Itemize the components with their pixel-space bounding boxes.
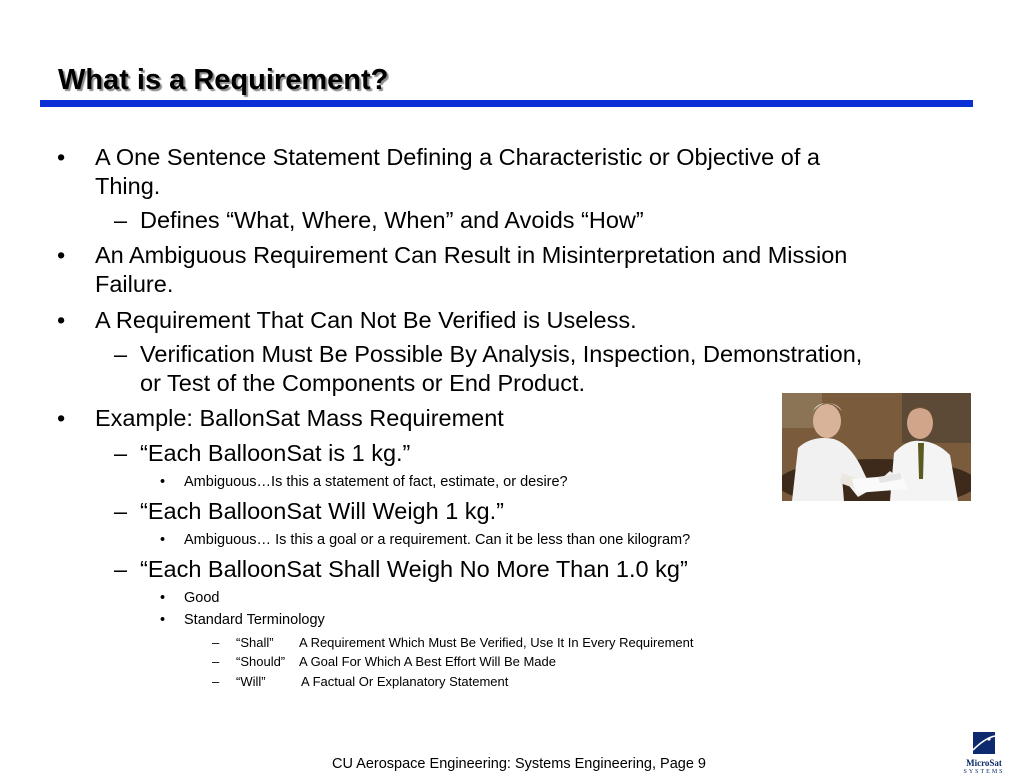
microsat-logo xyxy=(955,730,1013,778)
term-should-word: “Should” xyxy=(236,654,286,669)
bullet-marker: • xyxy=(160,532,166,548)
bullet-1-line-1: A One Sentence Statement Defining a Characteristic or Objective of a xyxy=(95,144,820,170)
bullet-4-line-1: Example: BallonSat Mass Requirement xyxy=(95,405,504,431)
bullet-marker: • xyxy=(57,405,66,431)
example-3-note-good: Good xyxy=(184,590,220,606)
dash-marker: – xyxy=(212,674,220,689)
example-1: “Each BalloonSat is 1 kg.” xyxy=(140,440,411,466)
meeting-photo xyxy=(782,393,971,501)
term-will-definition: A Factual Or Explanatory Statement xyxy=(301,674,509,689)
example-2: “Each BalloonSat Will Weigh 1 kg.” xyxy=(140,498,504,524)
term-should-definition: A Goal For Which A Best Effort Will Be Made xyxy=(299,654,556,669)
bullet-marker: • xyxy=(57,242,66,268)
title-underline xyxy=(40,100,973,107)
dash-marker: – xyxy=(114,341,128,367)
term-shall-word: “Shall” xyxy=(236,635,274,650)
microsat-emblem xyxy=(955,730,1013,758)
example-2-note: Ambiguous… Is this a goal or a requirement. Can it be less than one kilogram? xyxy=(184,532,691,548)
bullet-marker: • xyxy=(160,590,166,606)
dash-marker: – xyxy=(114,556,128,582)
bullet-marker: • xyxy=(160,474,166,490)
example-3: “Each BalloonSat Shall Weigh No More Than 1.0 kg” xyxy=(140,556,688,582)
logo-wordmark: MicroSat xyxy=(966,758,1002,768)
bullet-marker: • xyxy=(57,307,66,333)
logo-subtitle: SYSTEMS xyxy=(963,769,1005,775)
bullet-3-sub-1-line-2: or Test of the Components or End Product. xyxy=(140,370,586,396)
slide-title: What is a Requirement? xyxy=(58,64,389,96)
example-3-note-terminology: Standard Terminology xyxy=(184,612,325,628)
dash-marker: – xyxy=(114,440,128,466)
term-shall-definition: A Requirement Which Must Be Verified, Use It In Every Requirement xyxy=(299,635,694,650)
dash-marker: – xyxy=(212,654,220,669)
example-1-note: Ambiguous…Is this a statement of fact, estimate, or desire? xyxy=(184,474,568,490)
bullet-3-sub-1-line-1: Verification Must Be Possible By Analysis, Inspection, Demonstration, xyxy=(140,341,863,367)
term-will-word: “Will” xyxy=(236,674,266,689)
bullet-2-line-1: An Ambiguous Requirement Can Result in Misinterpretation and Mission xyxy=(95,242,848,268)
bullet-marker: • xyxy=(160,612,166,628)
bullet-1-sub-1: Defines “What, Where, When” and Avoids “How” xyxy=(140,207,644,233)
bullet-marker: • xyxy=(57,144,66,170)
bullet-1-line-2: Thing. xyxy=(95,173,161,199)
dash-marker: – xyxy=(114,498,128,524)
dash-marker: – xyxy=(114,207,128,233)
bullet-3-line-1: A Requirement That Can Not Be Verified is Useless. xyxy=(95,307,637,333)
dash-marker: – xyxy=(212,635,220,650)
bullet-2-line-2: Failure. xyxy=(95,271,174,297)
footer-text: CU Aerospace Engineering: Systems Engineering, Page 9 xyxy=(332,756,706,772)
